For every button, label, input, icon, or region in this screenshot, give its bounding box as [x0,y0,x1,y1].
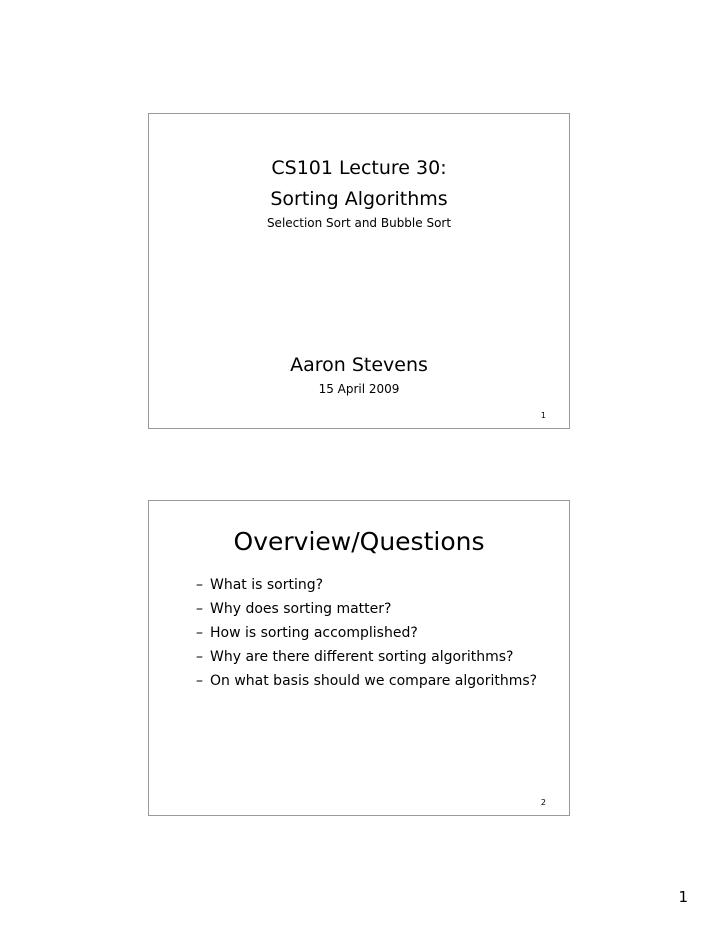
slide-1-number: 1 [540,411,546,420]
slide-2-title: Overview/Questions [233,527,485,556]
slide-1 [148,113,570,429]
slide-1-subtitle: Selection Sort and Bubble Sort [266,216,452,230]
bullet-item [196,599,541,619]
slide-1-author: Aaron Stevens [290,354,428,376]
bullet-item [196,623,541,643]
bullet-item [196,647,541,667]
slide-1-title-line-1: CS101 Lecture 30: [271,157,447,179]
slide-1-title-line-2: Sorting Algorithms [270,188,448,210]
slide-2-number: 2 [540,798,546,807]
dash-icon: – [196,673,203,689]
bullet-text: On what basis should we compare algorithms? [210,673,538,689]
dash-icon: – [196,625,203,641]
bullet-text: Why does sorting matter? [210,601,392,617]
slide-2 [148,500,570,816]
dash-icon: – [196,649,203,665]
bullet-text: Why are there different sorting algorithms? [210,649,514,665]
bullet-text: What is sorting? [210,577,324,593]
bullet-text: How is sorting accomplished? [210,625,418,641]
bullet-item [196,575,541,595]
dash-icon: – [196,601,203,617]
slide-2-bullet-list [196,575,541,695]
page-number: 1 [678,888,688,906]
dash-icon: – [196,577,203,593]
bullet-item [196,671,541,691]
slide-1-date: 15 April 2009 [318,382,400,396]
